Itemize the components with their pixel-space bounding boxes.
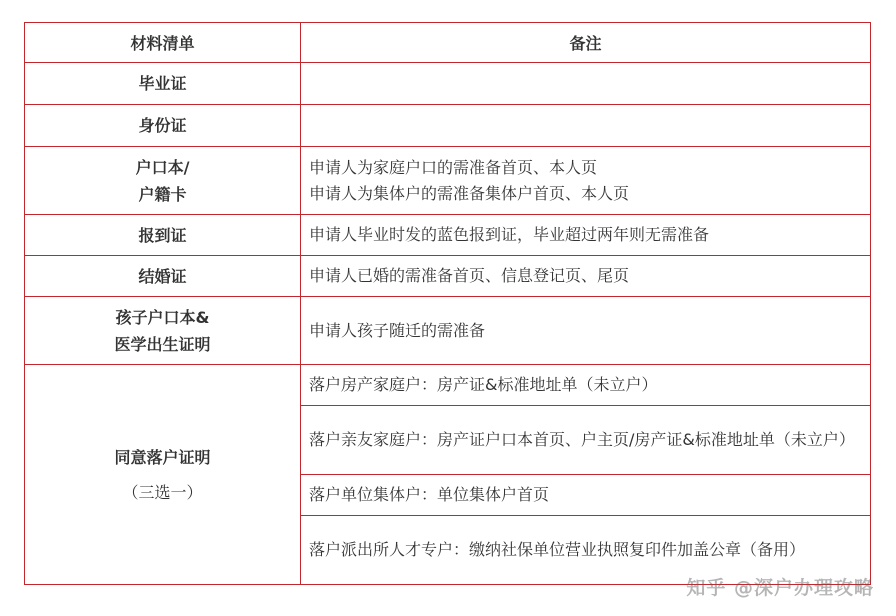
item-graduation-certificate: 毕业证: [25, 63, 301, 105]
note-hukou-line1: 申请人为家庭户口的需准备首页、本人页: [309, 157, 598, 177]
note-report-certificate: 申请人毕业时发的蓝色报到证，毕业超过两年则无需准备: [301, 215, 871, 256]
item-report-certificate: 报到证: [25, 215, 301, 256]
note-hukou-book: [301, 147, 871, 215]
table-row: [25, 297, 871, 365]
table-row: [25, 215, 871, 256]
table-row: [25, 147, 871, 215]
note-consent-option-3: 落户单位集体户：单位集体户首页: [301, 475, 871, 516]
table-row: [25, 63, 871, 105]
note-id-card: [301, 105, 871, 147]
table-row: [25, 105, 871, 147]
item-consent-certificate: [25, 365, 301, 585]
item-hukou-line2: 户籍卡: [138, 184, 187, 204]
header-material-list: 材料清单: [25, 23, 301, 63]
note-consent-option-1: 落户房产家庭户：房产证&标准地址单（未立户）: [301, 365, 871, 406]
table-header-row: [25, 23, 871, 63]
item-child-documents: [25, 297, 301, 365]
note-child-documents: 申请人孩子随迁的需准备: [301, 297, 871, 365]
item-marriage-certificate: 结婚证: [25, 256, 301, 297]
note-consent-option-2: 落户亲友家庭户：房产证户口本首页、户主页/房产证&标准地址单（未立户）: [301, 406, 871, 475]
note-marriage-certificate: 申请人已婚的需准备首页、信息登记页、尾页: [301, 256, 871, 297]
note-consent-option-4: 落户派出所人才专户：缴纳社保单位营业执照复印件加盖公章（备用）: [301, 516, 871, 585]
item-hukou-book: [25, 147, 301, 215]
materials-table: [24, 22, 871, 585]
table-row: [25, 365, 871, 406]
watermark-text: 知乎 @深户办理攻略: [686, 577, 874, 599]
note-graduation-certificate: [301, 63, 871, 105]
item-hukou-line1: 户口本/: [135, 157, 190, 177]
header-note: 备注: [301, 23, 871, 63]
item-child-line1: 孩子户口本&: [115, 307, 210, 327]
table-row: [25, 256, 871, 297]
item-consent-choice-hint: （三选一）: [122, 482, 203, 502]
note-hukou-line2: 申请人为集体户的需准备集体户首页、本人页: [309, 183, 630, 203]
item-consent-title: 同意落户证明: [114, 447, 211, 467]
item-child-line2: 医学出生证明: [114, 334, 211, 354]
item-id-card: 身份证: [25, 105, 301, 147]
